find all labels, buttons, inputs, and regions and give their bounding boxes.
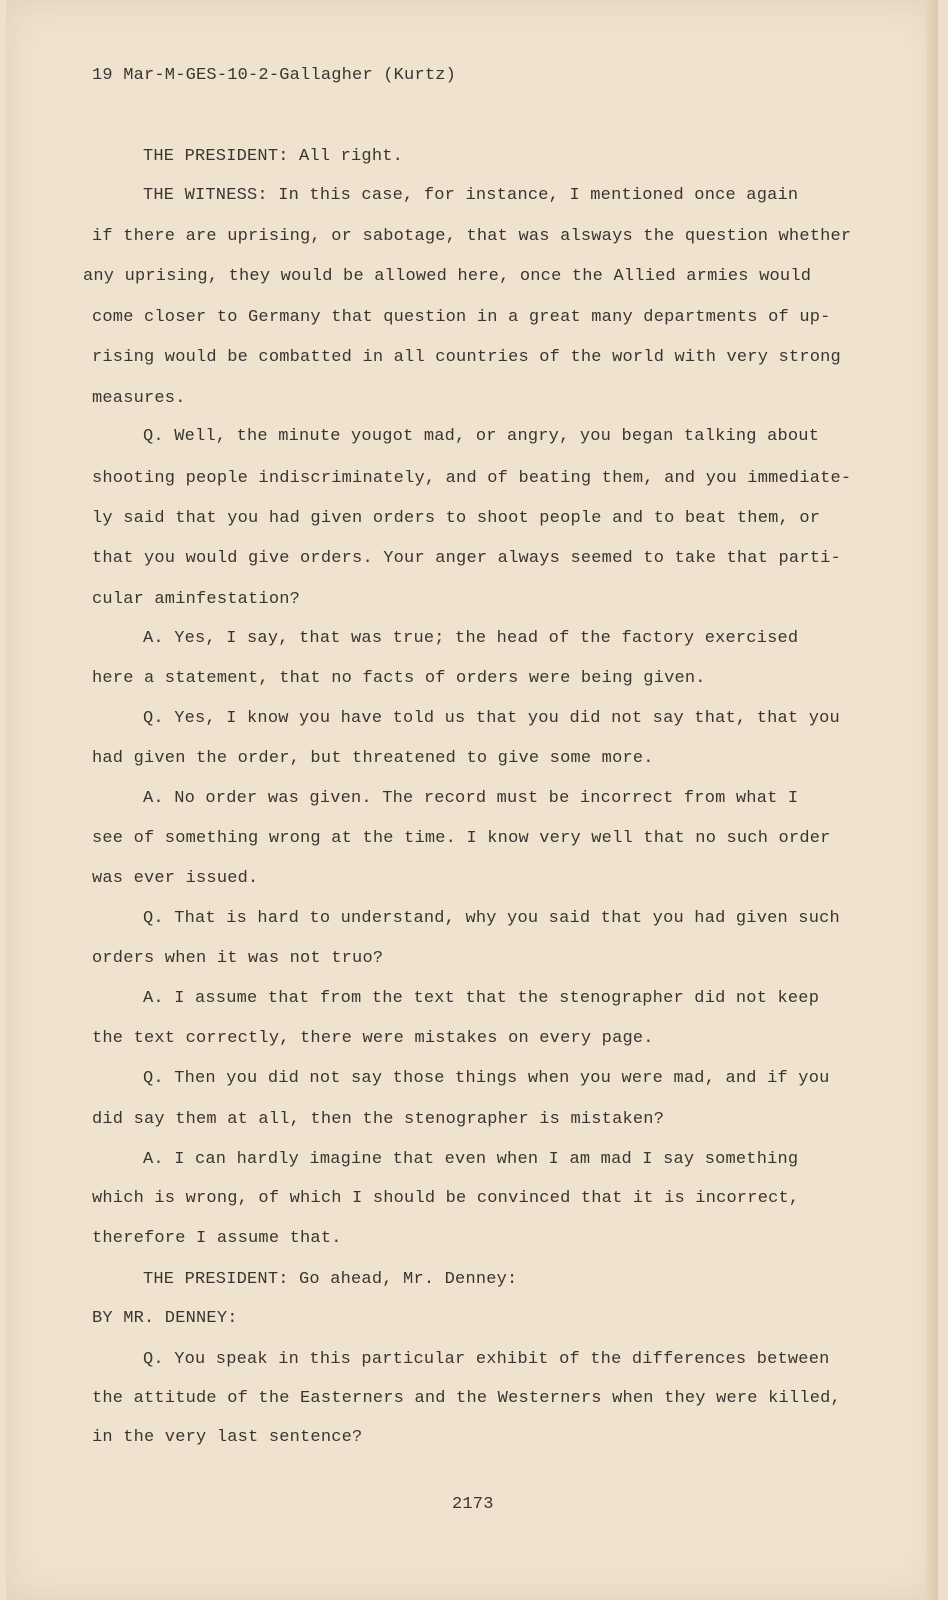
- text-line: any uprising, they would be allowed here, once the Allied armies would: [83, 267, 812, 286]
- text-line: A. I can hardly imagine that even when I am mad I say something: [143, 1150, 799, 1169]
- text-line: had given the order, but threatened to give some more.: [92, 749, 654, 768]
- text-line: Q. Well, the minute yougot mad, or angry, you began talking about: [143, 427, 820, 446]
- text-line: in the very last sentence?: [92, 1428, 363, 1447]
- text-line: which is wrong, of which I should be convinced that it is incorrect,: [92, 1189, 800, 1208]
- text-line: THE PRESIDENT: All right.: [143, 147, 404, 166]
- text-line: come closer to Germany that question in a great many departments of up-: [92, 308, 831, 327]
- text-line: did say them at all, then the stenographer is mistaken?: [92, 1110, 665, 1129]
- text-line: see of something wrong at the time. I know very well that no such order: [92, 829, 831, 848]
- text-line: THE WITNESS: In this case, for instance, I mentioned once again: [143, 186, 799, 205]
- document-header: 19 Mar-M-GES-10-2-Gallagher (Kurtz): [92, 66, 457, 85]
- text-line: Q. Yes, I know you have told us that you did not say that, that you: [143, 709, 840, 728]
- text-line: orders when it was not truo?: [92, 949, 384, 968]
- text-line: Q. You speak in this particular exhibit of the differences between: [143, 1350, 830, 1369]
- text-line: ly said that you had given orders to shoot people and to beat them, or: [92, 509, 821, 528]
- text-line: was ever issued.: [92, 869, 259, 888]
- text-line: shooting people indiscriminately, and of beating them, and you immediate-: [92, 469, 852, 488]
- text-line: therefore I assume that.: [92, 1229, 342, 1248]
- text-line: if there are uprising, or sabotage, that was alsways the question whether: [92, 227, 852, 246]
- page-number: 2173: [452, 1495, 494, 1514]
- text-line: measures.: [92, 389, 186, 408]
- text-line: the text correctly, there were mistakes on every page.: [92, 1029, 654, 1048]
- text-line: BY MR. DENNEY:: [92, 1309, 238, 1328]
- text-line: cular aminfestation?: [92, 590, 301, 609]
- text-line: A. I assume that from the text that the stenographer did not keep: [143, 989, 820, 1008]
- text-line: Q. That is hard to understand, why you said that you had given such: [143, 909, 840, 928]
- text-line: THE PRESIDENT: Go ahead, Mr. Denney:: [143, 1270, 518, 1289]
- text-line: here a statement, that no facts of orders were being given.: [92, 669, 706, 688]
- text-line: that you would give orders. Your anger always seemed to take that parti-: [92, 549, 841, 568]
- text-line: A. Yes, I say, that was true; the head of the factory exercised: [143, 629, 799, 648]
- page-edge: [926, 0, 938, 1600]
- document-page: [6, 0, 938, 1600]
- text-line: rising would be combatted in all countries of the world with very strong: [92, 348, 841, 367]
- text-line: A. No order was given. The record must be incorrect from what I: [143, 789, 799, 808]
- text-line: the attitude of the Easterners and the Westerners when they were killed,: [92, 1389, 841, 1408]
- text-line: Q. Then you did not say those things when you were mad, and if you: [143, 1069, 830, 1088]
